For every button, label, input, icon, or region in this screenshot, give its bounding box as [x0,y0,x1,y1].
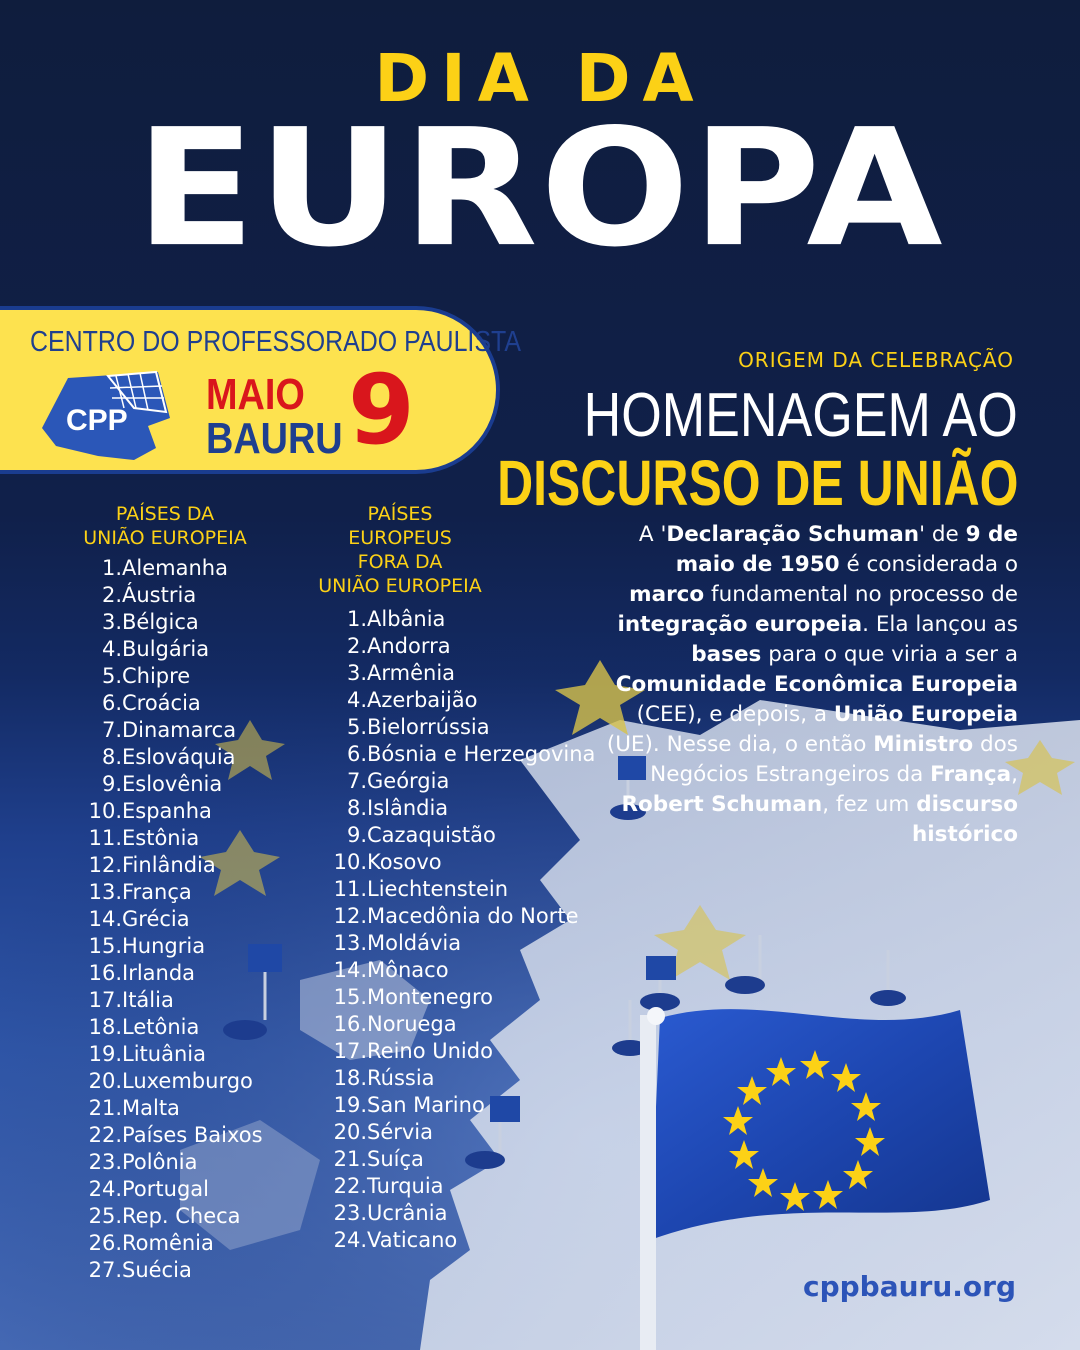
list-item [80,1041,263,1068]
list-item-number: 24. [88,1177,122,1201]
list-item [325,1065,595,1092]
list-item [325,903,595,930]
list-item [80,987,263,1014]
list-item-label: Polônia [122,1150,198,1174]
list-item-label: Áustria [122,583,197,607]
list-item [80,690,263,717]
list-item-label: Bulgária [122,637,210,661]
list-item-number: 19. [333,1093,367,1117]
non-eu-title-line: FORA DA [357,551,443,573]
list-item-number: 3. [101,610,122,634]
list-item-number: 14. [88,907,122,931]
list-item-number: 2. [346,634,367,658]
list-item [325,768,595,795]
list-item-number: 1. [101,556,122,580]
list-item-number: 9. [346,823,367,847]
list-item-label: Hungria [122,934,206,958]
body-emphasis: França [930,762,1012,787]
list-item-number: 26. [88,1231,122,1255]
title-europa: EUROPA [135,94,945,283]
list-item-number: 18. [333,1066,367,1090]
list-item [80,798,263,825]
body-emphasis: 9 de maio de 1950 [675,522,1018,577]
list-item-label: Bélgica [122,610,199,634]
list-item [80,1122,263,1149]
body-emphasis: marco [629,582,705,607]
list-item-label: Lituânia [122,1042,206,1066]
cpp-logo-icon [38,368,188,464]
logo-text: CPP [66,404,128,437]
body-emphasis: Ministro [873,732,974,757]
list-item-number: 7. [346,769,367,793]
list-item [325,1200,595,1227]
list-item [80,1176,263,1203]
list-item [325,930,595,957]
list-item-number: 21. [333,1147,367,1171]
list-item [80,609,263,636]
list-item [325,606,595,633]
list-item-number: 16. [333,1012,367,1036]
body-text: fundamental no processo de [704,582,1018,607]
headline-line-2: DISCURSO DE UNIÃO [496,447,1018,519]
list-item-label: Grécia [122,907,190,931]
list-item-number: 4. [346,688,367,712]
list-item-number: 5. [346,715,367,739]
list-item [325,984,595,1011]
non-eu-title-line: EUROPEUS [348,527,452,549]
list-item-label: Mônaco [367,958,449,982]
list-item-label: Irlanda [122,961,196,985]
list-item-label: Azerbaijão [367,688,478,712]
body-emphasis: Comunidade Econômica Europeia [615,672,1018,697]
body-emphasis: União Europeia [833,702,1018,727]
list-item-number: 16. [88,961,122,985]
list-item-label: Moldávia [367,931,462,955]
body-emphasis: discurso histórico [911,792,1018,847]
headline-line-1: HOMENAGEM AO [583,381,1018,450]
list-item-label: Turquia [367,1174,444,1198]
list-item [325,1119,595,1146]
list-item-number: 23. [88,1150,122,1174]
body-text: A ' [638,522,667,547]
list-item-label: Reino Unido [367,1039,493,1063]
list-item-label: Luxemburgo [122,1069,253,1093]
list-item-number: 11. [333,877,367,901]
list-item-label: Albânia [367,607,446,631]
body-emphasis: Declaração Schuman [666,522,920,547]
list-item [80,1257,263,1284]
list-item-number: 7. [101,718,122,742]
list-item-label: Eslováquia [122,745,236,769]
body-emphasis: Robert Schuman [621,792,823,817]
eu-members-title-line: UNIÃO EUROPEIA [83,527,247,549]
title-dia-da: DIA DA [374,40,706,117]
list-item-label: Portugal [122,1177,209,1201]
list-item-label: Islândia [367,796,449,820]
list-item [325,660,595,687]
list-item [325,1092,595,1119]
non-eu-title-line: PAÍSES [367,503,433,525]
body-text: . Ela lançou as [862,612,1018,637]
list-item [80,771,263,798]
list-item-label: Geórgia [367,769,450,793]
badge-city: BAURU [206,414,343,463]
list-item-label: Itália [122,988,174,1012]
list-item-label: Rússia [367,1066,435,1090]
list-item-number: 27. [88,1258,122,1282]
list-item-label: Letônia [122,1015,200,1039]
non-eu-list [325,606,595,1254]
list-item-number: 14. [333,958,367,982]
list-item [80,1230,263,1257]
list-item-number: 11. [88,826,122,850]
list-item [325,876,595,903]
list-item-number: 13. [88,880,122,904]
list-item [325,849,595,876]
list-item [80,717,263,744]
body-text: é considerada o [839,552,1018,577]
list-item-label: Rep. Checa [122,1204,241,1228]
list-item [325,795,595,822]
list-item-label: Chipre [122,664,191,688]
list-item-label: Romênia [122,1231,214,1255]
list-item-label: Croácia [122,691,201,715]
list-item [325,957,595,984]
list-item-label: Liechtenstein [367,877,509,901]
list-item-number: 25. [88,1204,122,1228]
list-item-label: Espanha [122,799,212,823]
list-item-label: Vaticano [367,1228,458,1252]
list-item-number: 22. [88,1123,122,1147]
list-item-number: 1. [346,607,367,631]
badge-month: MAIO [206,370,305,419]
list-item-number: 6. [346,742,367,766]
cpp-badge [0,306,522,474]
list-item [325,1146,595,1173]
list-item-label: Estônia [122,826,200,850]
list-item-label: San Marino [367,1093,485,1117]
body-text: , [1011,762,1018,787]
list-item-number: 20. [88,1069,122,1093]
list-item-number: 9. [101,772,122,796]
list-item-label: Cazaquistão [367,823,496,847]
list-item-label: Ucrânia [367,1201,448,1225]
list-item-label: Andorra [367,634,451,658]
list-item [80,1014,263,1041]
list-item-number: 8. [101,745,122,769]
body-text: para o que viria a ser a [761,642,1018,667]
list-item-number: 13. [333,931,367,955]
list-item [80,636,263,663]
list-item [80,960,263,987]
list-item-label: Alemanha [122,556,228,580]
list-item [325,1227,595,1254]
eu-members-title-line: PAÍSES DA [115,503,215,525]
list-item [80,582,263,609]
list-item-label: Suíça [367,1147,424,1171]
list-item-number: 23. [333,1201,367,1225]
list-item-label: Eslovênia [122,772,223,796]
list-item-label: França [122,880,192,904]
list-item-number: 20. [333,1120,367,1144]
body-text: (UE). Nesse dia, o então [606,732,874,757]
body-text: dos Negócios Estrangeiros da [650,732,1018,787]
section-kicker: ORIGEM DA CELEBRAÇÃO [738,348,1014,372]
list-item-number: 17. [88,988,122,1012]
article-body [598,520,1018,850]
list-item-label: Dinamarca [122,718,237,742]
list-item-number: 2. [101,583,122,607]
list-item-label: Malta [122,1096,180,1120]
list-item [325,714,595,741]
list-item-number: 6. [101,691,122,715]
list-item [325,1011,595,1038]
list-item [325,1038,595,1065]
list-item-label: Bielorrússia [367,715,490,739]
list-item-number: 10. [333,850,367,874]
list-item-number: 4. [101,637,122,661]
list-item-number: 3. [346,661,367,685]
list-item-label: Sérvia [367,1120,434,1144]
list-item-number: 15. [333,985,367,1009]
list-item-number: 12. [88,853,122,877]
list-item [325,687,595,714]
eu-members-list [80,555,263,1284]
list-item [80,933,263,960]
list-item-number: 8. [346,796,367,820]
list-item-number: 19. [88,1042,122,1066]
list-item [325,822,595,849]
website-link[interactable]: cppbauru.org [802,1270,1016,1303]
list-item [80,1068,263,1095]
list-item [80,906,263,933]
list-item-number: 24. [333,1228,367,1252]
list-item-number: 5. [101,664,122,688]
non-eu-title-line: UNIÃO EUROPEIA [318,575,482,597]
list-item [325,633,595,660]
list-item-label: Macedônia do Norte [367,904,579,928]
list-item [325,1173,595,1200]
list-item-label: Kosovo [367,850,442,874]
list-item-label: Suécia [122,1258,192,1282]
list-item-label: Montenegro [367,985,494,1009]
list-item [80,879,263,906]
eu-members-title [55,502,275,550]
list-item [80,744,263,771]
list-item-label: Finlândia [122,853,216,877]
list-item-number: 22. [333,1174,367,1198]
badge-day: 9 [348,354,415,466]
list-item [80,825,263,852]
list-item [80,555,263,582]
list-item-number: 10. [88,799,122,823]
list-item-label: Noruega [367,1012,457,1036]
list-item [80,1095,263,1122]
list-item [80,1149,263,1176]
list-item-number: 15. [88,934,122,958]
body-emphasis: bases [691,642,762,667]
list-item-label: Armênia [367,661,456,685]
list-item-label: Bósnia e Herzegovina [367,742,596,766]
list-item-number: 21. [88,1096,122,1120]
organization-name: CENTRO DO PROFESSORADO PAULISTA [30,326,522,358]
non-eu-title [290,502,510,598]
body-text: (CEE), e depois, a [636,702,834,727]
list-item [80,663,263,690]
body-text: ' de [919,522,966,547]
list-item-number: 12. [333,904,367,928]
list-item-number: 17. [333,1039,367,1063]
list-item [80,1203,263,1230]
body-emphasis: integração europeia [617,612,863,637]
body-text: , fez um [822,792,917,817]
list-item-number: 18. [88,1015,122,1039]
list-item [80,852,263,879]
list-item [325,741,595,768]
list-item-label: Países Baixos [122,1123,263,1147]
